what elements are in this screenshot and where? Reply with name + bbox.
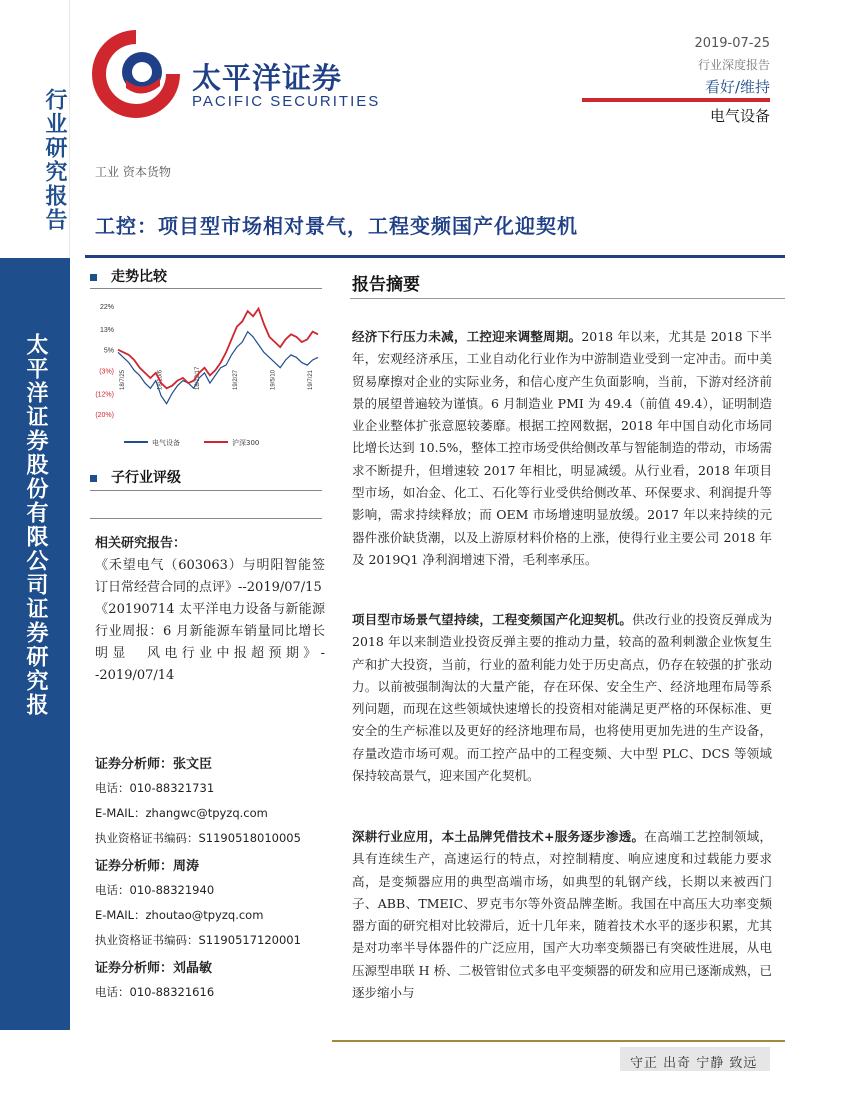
analyst-list [95,753,335,1009]
x-tick-label: 19/2/27 [232,369,239,390]
x-tick-label: 18/12/17 [195,366,202,390]
related-reports [95,533,325,687]
abstract-paragraph [352,826,772,1004]
related-reports-heading: 相关研究报告： [95,536,187,551]
paragraph-lead: 经济下行压力未减，工控迎来调整周期。 [352,329,582,344]
x-tick-label: 19/5/10 [270,369,277,390]
related-report-item: 《20190714 太平洋电力设备与新能源行业周报：6 月新能源车销量同比增长明显 风电行业中报超预期》--2019/07/14 [95,602,325,683]
analyst-name: 证券分析师：刘晶敏 [95,961,213,976]
sub-rating-divider-top [90,490,322,491]
analyst-phone: 电话：010-88321731 [95,781,215,795]
y-tick-label: 13% [99,327,114,335]
analyst-email: E-MAIL：zhoutao@tpyzq.com [95,908,264,922]
report-type: 行业深度报告 [697,58,770,72]
sub-rating-divider-bottom [90,518,322,519]
sector-label: 电气设备 [709,107,770,125]
paragraph-body: 供改行业的投资反弹成为 2018 年以来制造业投资反弹主要的推动力量，较高的盈利刺激企业恢复生产和扩大投资，当前，行业的盈利能力处于历史高点，仍存在较强的扩张动力。以前被强制淘汰的大量产能，存在环保、安全生产、经济地理布局等系列问题，而现在这些领域快速增长的投资相对能满足更严格的环保标准、更安全的生产标准以及更好的经济地理布局，也将使用更加先进的生产设备，存量改造市场可观。而工控产品中的工程变频、大中型 PLC、DCS 等领域保持较高景气，迎来国产化契机。 [352,612,772,784]
abstract-paragraph [352,609,772,787]
sidebar-company-label: 太平洋证券股份有限公司证券研究报 [23,333,48,717]
brand-name-cn: 太平洋证券 [192,61,343,95]
sub-rating-heading-text: 子行业评级 [111,470,181,486]
brand-name-en: PACIFIC SECURITIES [192,93,381,110]
trend-divider [90,288,322,289]
analyst-name: 证券分析师：张文臣 [95,757,213,772]
analyst-license: 执业资格证书编码：S1190518010005 [95,831,301,845]
sub-rating-heading [90,467,181,487]
paragraph-lead: 深耕行业应用，本土品牌凭借技术+服务逐步渗透。 [352,829,645,844]
paragraph-lead: 项目型市场景气望持续，工程变频国产化迎契机。 [352,612,633,627]
footer-motto: 守正 出奇 宁静 致远 [630,1056,758,1071]
square-bullet-icon [90,475,97,482]
trend-chart [88,296,324,454]
square-bullet-icon [90,274,97,281]
related-report-item: 《禾望电气（603063）与明阳智能签订日常经营合同的点评》--2019/07/15 [95,558,325,595]
abstract-divider [350,298,785,299]
y-tick-label: 22% [99,304,114,311]
title-divider [85,255,785,258]
x-tick-label: 19/7/21 [308,369,314,390]
x-tick-label: 18/10/6 [157,369,164,390]
y-tick-label: (12%) [95,391,114,399]
analyst-license: 执业资格证书编码：S1190517120001 [95,933,301,947]
trend-heading-text: 走势比较 [111,269,167,285]
analyst-phone: 电话：010-88321616 [95,985,215,999]
paragraph-body: 在高端工艺控制领域，具有连续生产，高速运行的特点，对控制精度、响应速度和过载能力要求高，是变频器应用的典型高端市场，如典型的轧钢产线，长期以来被西门子、ABB、TMEIC、罗克韦尔等外资品牌垄断。我国在中高压大功率变频器方面的研究相对比较滞后，近十几年来，随着技术水平的逐步积累，尤其是对功率半导体器件的广泛应用，国产大功率变频器已有突破性进展，从电压源型串联 H 桥、二极管钳位式多电平变频器的研发和应用已逐渐成熟，已逐步缩小与 [352,829,772,1001]
header-divider [582,98,770,102]
abstract-paragraph [352,326,772,571]
legend-label: 电气设备 [152,439,180,447]
analyst-name: 证券分析师：周涛 [95,859,200,874]
rating-label: 看好/维持 [704,78,770,96]
y-tick-label: (20%) [95,412,114,419]
industry-tag: 工业 资本货物 [95,165,171,179]
report-date: 2019-07-25 [694,36,770,51]
series-line [118,309,318,389]
trend-heading [90,266,167,286]
paragraph-body: 2018 年以来，尤其是 2018 下半年，宏观经济承压，工业自动化行业作为中游制造业受到一定冲击。而中美贸易摩擦对企业的实际业务，和信心度产生负面影响，当前，下游对经济前景的展望普遍较为谨慎。6 月制造业 PMI 为 49.4（前值 49.4），证明制造业企业整体扩张意愿较萎靡。根据工控网数据，2018 年中国自动化市场同比增长达到 10.5%，整体工控市场受供给侧改革与智能制造的带动，市场需求不断提升，但增速较 2017 年相比，明显减缓。从行业看，2018 年项目型市场，如冶金、化工、石化等行业受供给侧改革、环保要求、利润提升等影响，需求持续释放；而 OEM 市场增速明显放缓。2017 年以来持续的元器件涨价缺货潮，以及上游原材料价格的上涨，使得行业主要公司 2018 年及 2019Q1 净利润增速下滑，毛利率承压。 [352,329,772,567]
analyst-email: E-MAIL：zhangwc@tpyzq.com [95,806,268,820]
footer-divider [332,1040,785,1042]
y-tick-label: 5% [103,347,114,355]
abstract-heading: 报告摘要 [352,275,420,295]
legend-label: 沪深300 [232,439,260,447]
analyst-phone: 电话：010-88321940 [95,883,215,897]
sidebar-report-category: 行业研究报告 [42,88,67,232]
y-tick-label: (3%) [99,368,114,376]
x-tick-label: 18/7/25 [120,369,126,390]
report-title: 工控：项目型市场相对景气，工程变频国产化迎契机 [95,214,578,238]
